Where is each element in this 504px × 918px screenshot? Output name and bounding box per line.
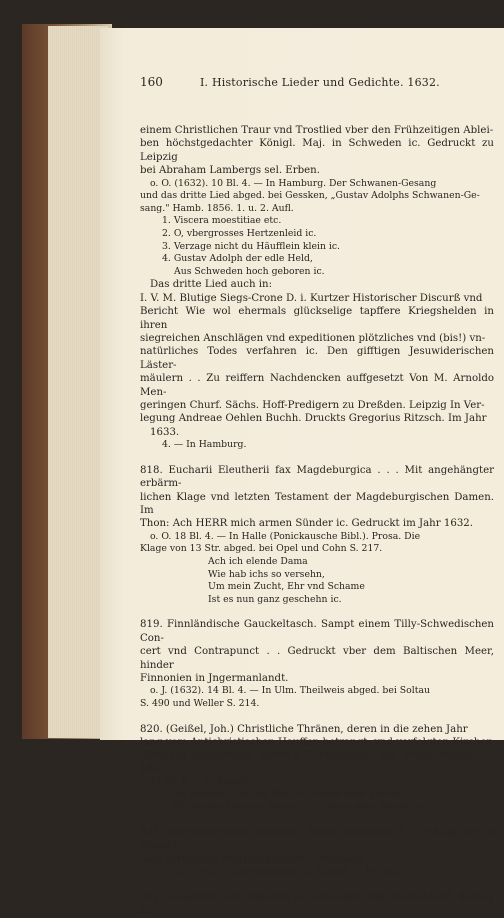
entry-note: sang." Hamb. 1856. 1. u. 2. Aufl.	[140, 202, 294, 214]
entry-note: o. O. (1632). 10 Bl. 4. — In Hamburg. Der Schwanen-Gesang	[150, 177, 437, 189]
entry-note: o. O. 18 Bl. 4. — In Halle (Ponickausche Bibl.). Prosa. Die	[150, 530, 421, 542]
entry-note: Klage von 13 Str. abged. bei Opel und Cohn S. 217.	[140, 543, 383, 555]
entry-note: o. J. (1632). 14 Bl. 4. — In Ulm. Theilweis abged. bei Soltau	[150, 685, 431, 697]
entry-note: o. O. u. J. (1632). Querfolioblatt m. Kupfer. — In Ulm.	[150, 866, 401, 878]
entry-line: Finnonien in Jngermanlandt.	[140, 673, 289, 685]
verse-line: Um mein Zucht, Ehr vnd Schame	[208, 581, 365, 593]
entry-line: 821. Hertzbrechend Gespräch, darinn begriffen 1. Die Klag der in Teutsch-	[140, 827, 494, 852]
entry-line: I. V. M. Blutige Siegs-Crone D. i. Kurtzer Historischer Discurß vnd	[140, 292, 483, 304]
running-header	[140, 76, 490, 89]
entry-line: geringen Churf. Sächs. Hoff-Predigern zu Dreßden. Leipzig In Ver-	[140, 400, 485, 412]
entry-note: 4. — In Hamburg.	[162, 439, 247, 451]
entry-line: cert vnd Contrapunct . . Gedruckt vber dem Baltischen Meer, hinder	[140, 646, 494, 671]
entry-line: lichen Klage vnd letzten Testament der Magdeburgischen Damen. Im	[140, 491, 494, 517]
entry-line: 1633.	[150, 426, 180, 438]
verse-line: Ist es nun ganz geschehn ic.	[208, 593, 342, 605]
list-item: 2. O, vbergrosses Hertzenleid ic.	[162, 228, 317, 239]
entry-note: und das dritte Lied abged. bei Gessken, „Gustav Adolphs Schwanen-Ge-	[140, 190, 480, 202]
book-page	[100, 28, 504, 917]
page-stack-edges	[48, 26, 108, 738]
entry-line: 1632.	[140, 763, 170, 775]
verse-line: Du Heyland deines Volcks, du Tröster aller Sünder ic.	[174, 801, 428, 813]
entry-line: Das dritte Lied auch in:	[150, 279, 273, 291]
entry-line: Thon: Ach HERR mich armen Sünder ic. Gedruckt im Jahr 1632.	[140, 518, 474, 530]
entry-line: einem Christlichen Traur vnd Trostlied vber den Frühzeitigen Ablei-	[140, 125, 494, 136]
entry-note: S. 490 und Weller S. 214.	[140, 698, 260, 710]
page-number: 160	[140, 75, 163, 89]
entry-819	[140, 618, 494, 710]
list-item: 1. Viscera moestitiae etc.	[162, 215, 282, 227]
verse-line: Wie hab ichs so versehn,	[208, 568, 325, 580]
entry-line: 822. Gespräch Kön. Majestat zu Schweden, mit Teutschland, darbey er-	[140, 891, 494, 917]
list-item: Aus Schweden hoch geboren ic.	[174, 265, 325, 277]
list-item: 4. Gustav Adolph der edle Held,	[162, 253, 313, 265]
entry-continuation	[140, 124, 494, 452]
entry-line: lang vom Antichristischen Hauffen betrangt- vnd verfolgten Kirchen	[140, 737, 493, 749]
entry-820	[140, 723, 494, 814]
entry-line: siegreichen Anschlägen vnd expeditionen plötzliches vnd (bis!) vn-	[140, 333, 486, 344]
entry-line: natürliches Todes verfahren ic. Den gifftigen Jesuwiderischen Läster-	[140, 346, 494, 371]
entry-note: 11 Bl. 4. — In Zürich.	[150, 776, 252, 788]
entry-line: legung Andreae Oehlen Buchh. Druckts Gregorius Ritzsch. Im Jahr	[140, 413, 487, 425]
entry-line: 819. Finnländische Gauckeltasch. Sampt einem Tilly-Schwedischen Con-	[140, 619, 494, 644]
entry-line: ben höchstgedachter Königl. Maj. in Schweden ic. Gedruckt zu Leipzig	[140, 138, 494, 163]
running-title: I. Historische Lieder und Gedichte. 1632.	[200, 76, 440, 89]
verse-line: Du grosser Gott der Welt, du Vatter aller Kinder,	[174, 788, 403, 800]
entry-line: 820. (Geißel, Joh.) Christliche Thränen, deren in die zehen Jahr	[140, 723, 468, 735]
entry-818	[140, 464, 494, 607]
entry-line: Gottes in Teutschland. Durch J. G. Franckfurt, Joh. Fried. Weisse.	[140, 750, 477, 762]
entry-line: bei Abraham Lambergs sel. Erben.	[140, 165, 320, 177]
page-body	[140, 124, 494, 918]
verse-line: Ach ich elende Dama	[208, 556, 308, 568]
entry-line: Bericht Wie wol ehermals glückselige tapffere Kriegshelden in ihren	[140, 306, 494, 331]
entry-line: 818. Eucharii Eleutherii fax Magdeburgica . . . Mit angehängter erbärm-	[140, 464, 494, 490]
entry-line: mäulern . . Zu reiffern Nachdencken auffgesetzt Von M. Arnoldo Men-	[140, 373, 494, 398]
entry-822	[140, 891, 494, 918]
entry-821	[140, 826, 494, 879]
list-item: 3. Verzage nicht du Häufflein klein ic.	[162, 240, 341, 252]
entry-line: land verfolgten Augspurgischen Confession . .	[140, 853, 379, 865]
